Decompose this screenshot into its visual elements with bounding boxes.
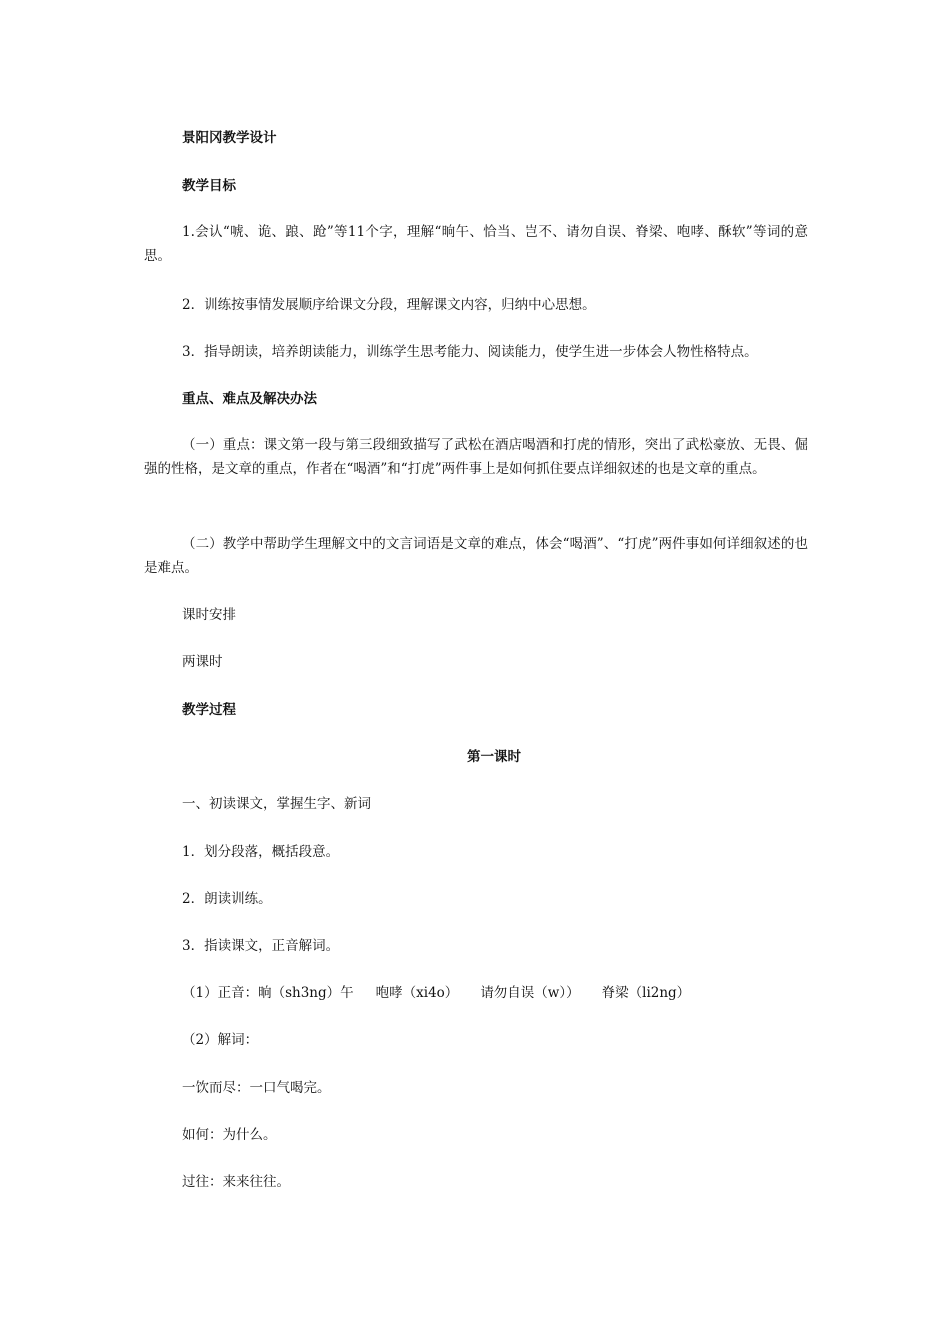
pronunciation-line	[182, 984, 690, 1002]
schedule-value: 两课时	[182, 654, 223, 670]
step-2: 2．朗读训练。	[182, 891, 272, 907]
keypoint-item-1: （一）重点：课文第一段与第三段细致描写了武松在酒店喝酒和打虎的情形，突出了武松豪放、无畏、倔强的性格，是文章的重点，作者在“喝酒”和“打虎”两件事上是如何抓住要点详细叙述的也是文章的重点。	[144, 437, 808, 477]
definition-item: 过往：来来往往。	[182, 1174, 290, 1190]
process-heading: 教学过程	[182, 702, 236, 718]
document-title: 景阳冈教学设计	[182, 130, 277, 146]
section-1-heading: 一、初读课文，掌握生字、新词	[182, 796, 371, 812]
pronunciation-item: 请勿自误（w））	[480, 985, 580, 1001]
lesson1-heading: 第一课时	[467, 749, 521, 765]
goal-item-1: 1.会认“唬、诡、踉、跄”等11个字，理解“晌午、恰当、岂不、请勿自误、脊梁、咆哮、酥软”等词的意思。	[144, 224, 808, 264]
pronunciation-item: 脊梁（li2ng）	[601, 985, 691, 1001]
goal-item-3: 3．指导朗读，培养朗读能力，训练学生思考能力、阅读能力，使学生进一步体会人物性格特点。	[182, 344, 758, 360]
keypoints-heading: 重点、难点及解决办法	[182, 391, 317, 407]
goals-heading: 教学目标	[182, 178, 236, 194]
definitions-label: （2）解词：	[182, 1032, 259, 1048]
keypoint-item-2: （二）教学中帮助学生理解文中的文言词语是文章的难点，体会“喝酒”、“打虎”两件事如何详细叙述的也是难点。	[144, 536, 808, 576]
definition-item: 一饮而尽：一口气喝完。	[182, 1080, 331, 1096]
schedule-heading: 课时安排	[182, 607, 236, 623]
pronunciation-item: 咆哮（xi4o）	[375, 985, 459, 1001]
step-1: 1．划分段落，概括段意。	[182, 844, 340, 860]
goal-item-2: 2．训练按事情发展顺序给课文分段，理解课文内容，归纳中心思想。	[182, 297, 596, 313]
pronunciation-label: （1）正音：	[182, 985, 259, 1001]
definition-item: 如何：为什么。	[182, 1127, 277, 1143]
pronunciation-item: 晌（sh3ng）午	[258, 985, 354, 1001]
step-3: 3．指读课文，正音解词。	[182, 938, 340, 954]
